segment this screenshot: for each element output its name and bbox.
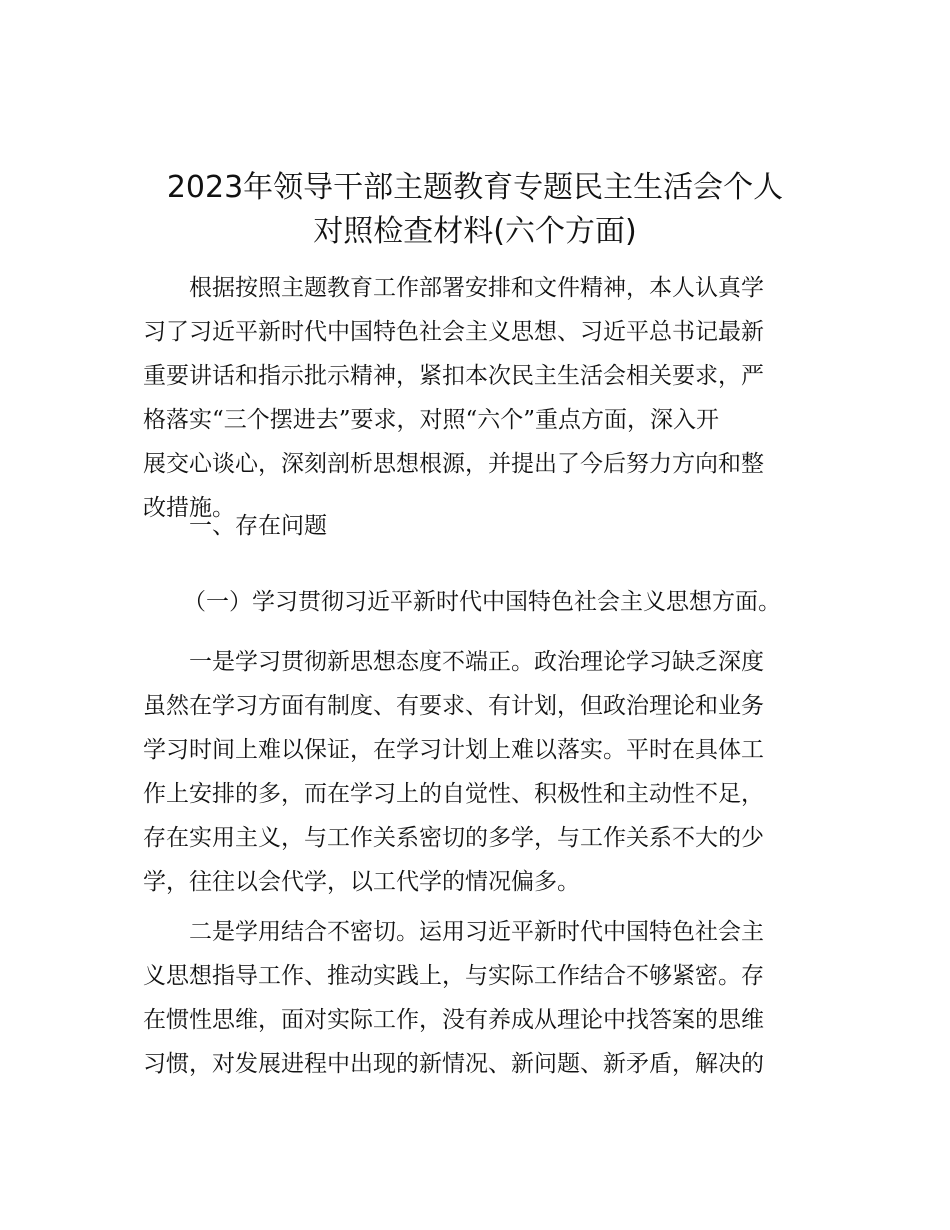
intro-line: 重要讲话和指示批示精神，紧扣本次民主生活会相关要求，严 [143, 363, 764, 389]
point-one-line: 虽然在学习方面有制度、有要求、有计划，但政治理论和业务 [143, 693, 764, 719]
intro-line: 改措施。 [143, 495, 235, 521]
section-heading-text: 一、存在问题 [189, 513, 327, 539]
document-title-line-1: 2023年领导干部主题教育专题民主生活会个人 [166, 170, 784, 205]
intro-paragraph [143, 266, 833, 530]
point-two-line: 习惯，对发展进程中出现的新情况、新问题、新矛盾，解决的 [143, 1051, 764, 1077]
point-one-line: 学，往往以会代学，以工代学的情况偏多。 [143, 869, 580, 895]
point-one-line: 一是学习贯彻新思想态度不端正。政治理论学习缺乏深度 [189, 649, 764, 675]
intro-line: 格落实“三个摆进去”要求，对照“六个”重点方面，深入开 [143, 407, 720, 433]
point-two-line: 在惯性思维，面对实际工作，没有养成从理论中找答案的思维 [143, 1007, 764, 1033]
intro-line: 根据按照主题教育工作部署安排和文件精神，本人认真学 [189, 275, 764, 301]
intro-line: 展交心谈心，深刻剖析思想根源，并提出了今后努力方向和整 [143, 451, 764, 477]
point-two-paragraph [143, 910, 833, 1086]
point-two-line: 二是学用结合不密切。运用习近平新时代中国特色社会主 [189, 919, 764, 945]
point-one-line: 存在实用主义，与工作关系密切的多学，与工作关系不大的少 [143, 825, 764, 851]
point-two-line: 义思想指导工作、推动实践上，与实际工作结合不够紧密。存 [143, 963, 764, 989]
subsection-heading-text: （一）学习贯彻习近平新时代中国特色社会主义思想方面。 [183, 589, 781, 615]
point-one-line: 作上安排的多，而在学习上的自觉性、积极性和主动性不足， [143, 781, 764, 807]
point-one-paragraph [143, 640, 833, 904]
subsection-heading [143, 580, 833, 624]
section-heading [143, 504, 833, 548]
point-one-line: 学习时间上难以保证，在学习计划上难以落实。平时在具体工 [143, 737, 764, 763]
intro-line: 习了习近平新时代中国特色社会主义思想、习近平总书记最新 [143, 319, 764, 345]
document-title-line-2: 对照检查材料(六个方面) [313, 214, 637, 249]
